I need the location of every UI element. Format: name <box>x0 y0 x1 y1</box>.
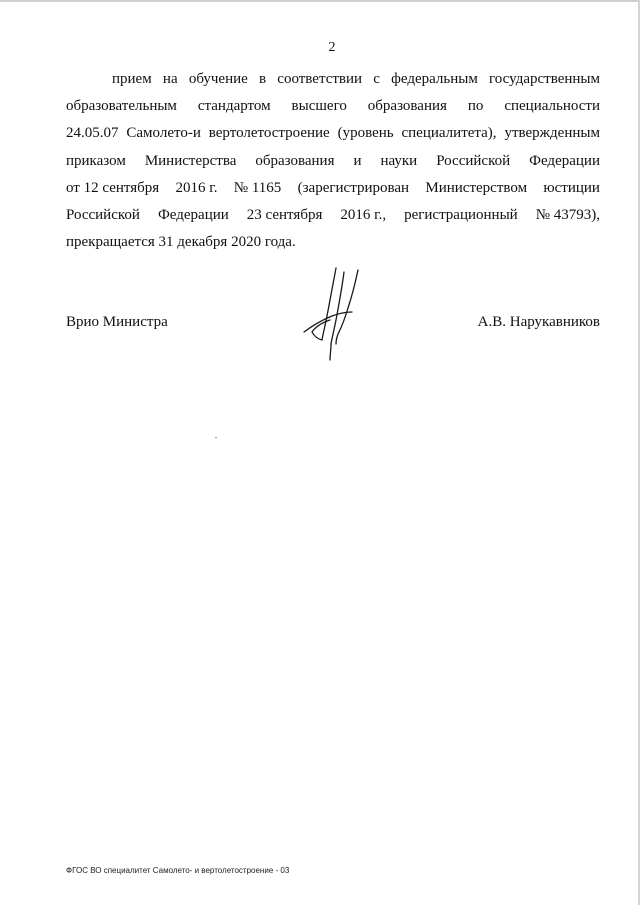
word: вертолетостроение <box>208 125 330 142</box>
word: и <box>353 152 362 169</box>
word: в <box>259 71 267 87</box>
word: (уровень <box>337 125 394 142</box>
word: Самолето-и <box>126 125 201 142</box>
word: 24.05.07 <box>66 125 119 142</box>
word: Федерации <box>157 206 229 223</box>
word: (зарегистрирован <box>297 179 410 196</box>
word: 23 сентября <box>246 206 323 223</box>
word: на <box>162 71 178 87</box>
word: утвержденным <box>504 125 600 142</box>
word: обучение <box>188 71 248 87</box>
word: 2016 г. <box>175 179 218 196</box>
word: Российской <box>66 206 140 223</box>
word: науки <box>380 152 418 169</box>
word: прием <box>112 71 152 87</box>
paragraph-line <box>66 148 600 175</box>
word: стандартом <box>197 98 271 115</box>
word: от 12 сентября <box>66 179 160 196</box>
word: Федерации <box>529 152 600 169</box>
body-paragraph <box>66 66 600 256</box>
word: регистрационный <box>404 206 518 223</box>
paragraph-line <box>66 120 600 147</box>
word: Министерства <box>144 152 237 169</box>
scan-edge-top <box>0 0 640 2</box>
word: по <box>467 98 484 115</box>
word: Министерством <box>425 179 528 196</box>
word: соответствии <box>277 71 363 87</box>
word: образования <box>367 98 447 115</box>
paragraph-line <box>66 66 600 93</box>
handwritten-signature <box>300 266 372 362</box>
word: юстиции <box>543 179 600 196</box>
word: государственным <box>489 71 600 87</box>
signatory-name: А.В. Нарукавников <box>477 314 600 330</box>
word: специальности <box>504 98 600 115</box>
paragraph-line <box>66 175 600 202</box>
word: высшего <box>291 98 347 115</box>
word: специалитета), <box>401 125 497 142</box>
footer-note: ФГОС ВО специалитет Самолето- и вертолетостроение - 03 <box>66 866 290 875</box>
paragraph-line <box>66 202 600 229</box>
word: образования <box>255 152 335 169</box>
word: с <box>373 71 380 87</box>
word: № 43793), <box>535 206 600 223</box>
word: Российской <box>436 152 511 169</box>
paragraph-line <box>66 229 600 256</box>
paragraph-line <box>66 93 600 120</box>
word: 2016 г., <box>340 206 387 223</box>
word: прекращается 31 декабря 2020 года. <box>66 234 296 251</box>
page-number: 2 <box>328 40 336 55</box>
word: образовательным <box>66 98 177 115</box>
word: № 1165 <box>233 179 282 196</box>
word: федеральным <box>391 71 478 87</box>
word: приказом <box>66 152 126 169</box>
signatory-title: Врио Министра <box>66 314 168 330</box>
scan-speck <box>215 437 217 438</box>
